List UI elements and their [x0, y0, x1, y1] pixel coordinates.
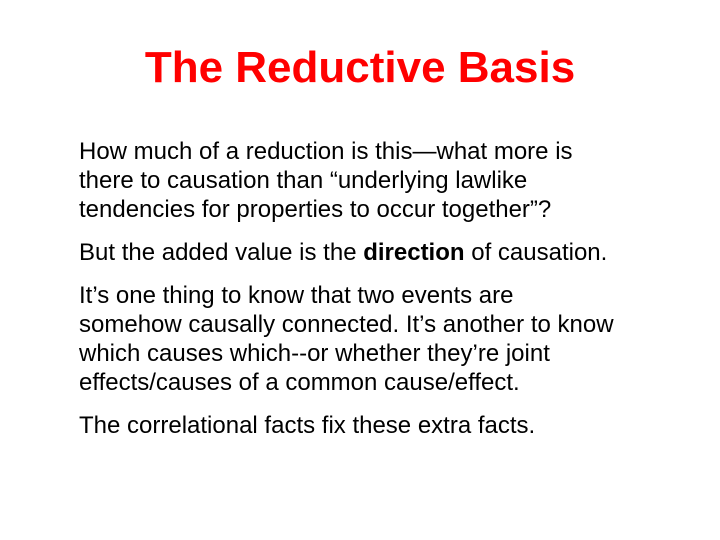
paragraph-line: The correlational facts fix these extra facts.	[79, 412, 536, 439]
paragraph-line: How much of a reduction is this—what more is	[79, 138, 573, 165]
paragraph-line: which causes which--or whether they’re joint	[79, 340, 550, 367]
paragraph-text: of causation.	[464, 239, 608, 266]
paragraph-text: But the added value is the	[79, 239, 364, 266]
slide-title: The Reductive Basis	[144, 43, 576, 92]
paragraph-line: somehow causally connected. It’s another to know	[79, 311, 614, 338]
paragraph-reduction-question	[79, 137, 679, 224]
paragraph-line: It’s one thing to know that two events are	[79, 282, 514, 309]
slide-body	[79, 137, 679, 454]
paragraph-added-value	[79, 238, 679, 267]
paragraph-line: effects/causes of a common cause/effect.	[79, 369, 520, 396]
paragraph-line: tendencies for properties to occur together”?	[79, 196, 552, 223]
emphasis-direction: direction	[363, 239, 465, 266]
paragraph-line: there to causation than “underlying lawlike	[79, 167, 528, 194]
paragraph-correlational-facts	[79, 411, 679, 440]
paragraph-causal-connection	[79, 281, 679, 397]
